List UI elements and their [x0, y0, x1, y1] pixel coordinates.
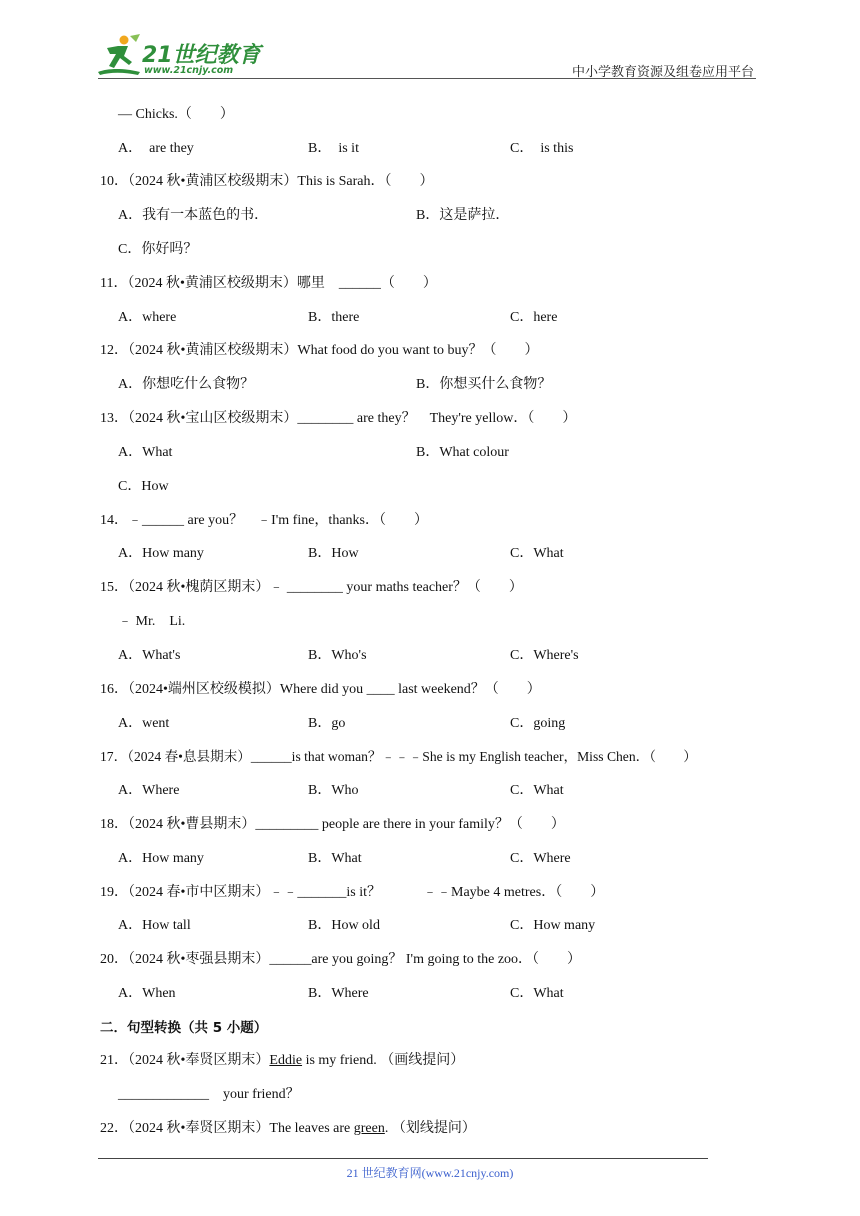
question-20-options — [118, 984, 818, 1004]
option-a[interactable]: A．where — [118, 310, 177, 325]
question-11-options — [118, 308, 818, 328]
option-a[interactable]: A．What — [118, 445, 173, 460]
question-12-stem: 12．（2024 秋•黄浦区校级期末）What food do you want to buy？（ ） — [100, 343, 539, 358]
option-c[interactable]: C．What — [510, 986, 564, 1001]
question-20-stem: 20．（2024 秋•枣强县期末）______are you going？ I'm going to the zoo．（ ） — [100, 952, 582, 967]
option-a[interactable]: A． are they — [118, 141, 194, 156]
question-19-stem: 19．（2024 春•市中区期末）﹣﹣_______is it？ ﹣﹣Maybe 4 metres．（ ） — [100, 885, 605, 900]
page-header — [0, 0, 860, 82]
option-a[interactable]: A．Where — [118, 783, 180, 798]
platform-name: 中小学教育资源及组卷应用平台 — [571, 65, 754, 80]
question-10-options-row1 — [118, 206, 818, 226]
underlined-word: green — [353, 1121, 385, 1136]
question-11-stem: 11．（2024 秋•黄浦区校级期末）哪里 ______（ ） — [100, 276, 437, 291]
option-c[interactable]: C．Where — [510, 851, 571, 866]
option-a[interactable]: A．How many — [118, 546, 204, 561]
option-b[interactable]: B．你想买什么食物？ — [416, 377, 552, 392]
option-c[interactable]: C．How — [118, 479, 169, 494]
option-c[interactable]: C．here — [510, 310, 558, 325]
question-13-stem: 13．（2024 秋•宝山区校级期末）________ are they？ They're yellow．（ ） — [100, 411, 577, 426]
option-c[interactable]: C．What — [510, 546, 564, 561]
question-19-options — [118, 916, 818, 936]
option-b[interactable]: B．这是萨拉． — [416, 208, 510, 223]
question-18-options — [118, 849, 818, 869]
question-9-options — [118, 139, 818, 159]
question-13-option-c — [118, 477, 169, 497]
option-b[interactable]: B．Who's — [308, 648, 367, 663]
option-c[interactable]: C．Where's — [510, 648, 579, 663]
option-c[interactable]: C．How many — [510, 918, 596, 933]
option-a[interactable]: A．你想吃什么食物？ — [118, 377, 255, 392]
footer-divider — [98, 1158, 708, 1159]
question-16-stem: 16．（2024•端州区校级模拟）Where did you ____ last weekend？（ ） — [100, 682, 541, 697]
question-9-stem: — Chicks.（ ） — [118, 107, 234, 122]
option-c[interactable]: C．What — [510, 783, 564, 798]
logo-url: www.21cnjy.com — [144, 65, 234, 76]
option-a[interactable]: A．went — [118, 716, 170, 731]
option-a[interactable]: A．How many — [118, 851, 204, 866]
section-title: 二．句型转换（共 5 小题） — [100, 1020, 268, 1036]
underlined-word: Eddie — [269, 1053, 303, 1068]
question-21-stem — [100, 1051, 464, 1071]
option-b[interactable]: B．Who — [308, 783, 359, 798]
question-22-suffix: . （划线提问） — [384, 1121, 476, 1136]
question-22-prefix: 22．（2024 秋•奉贤区期末）The leaves are — [100, 1121, 354, 1136]
option-a[interactable]: A．What's — [118, 648, 181, 663]
option-a[interactable]: A．How tall — [118, 918, 191, 933]
question-15-stem-answer: ﹣ Mr. Li. — [118, 614, 186, 629]
logo — [94, 32, 264, 80]
question-10-option-c — [118, 240, 197, 260]
question-18-stem: 18．（2024 秋•曹县期末）_________ people are there in your family？（ ） — [100, 817, 565, 832]
option-b[interactable]: B．go — [308, 716, 346, 731]
question-17-stem: 17．（2024 春•息县期末）______is that woman？﹣﹣﹣She is my English teacher，Miss Chen．（ ） — [100, 749, 697, 764]
option-c[interactable]: C． is this — [510, 141, 574, 156]
question-13-options-row1 — [118, 443, 818, 463]
question-12-options — [118, 375, 818, 395]
question-15-options — [118, 646, 818, 666]
question-14-options — [118, 544, 818, 564]
option-b[interactable]: B．How old — [308, 918, 380, 933]
question-21-prefix: 21．（2024 秋•奉贤区期末） — [100, 1053, 270, 1068]
option-c[interactable]: C．going — [510, 716, 566, 731]
question-17-options — [118, 781, 818, 801]
option-b[interactable]: B．What colour — [416, 445, 509, 460]
option-b[interactable]: B．What — [308, 851, 362, 866]
option-a[interactable]: A．我有一本蓝色的书． — [118, 208, 269, 223]
option-a[interactable]: A．When — [118, 986, 176, 1001]
option-b[interactable]: B．Where — [308, 986, 369, 1001]
question-16-options — [118, 714, 818, 734]
question-22-stem — [100, 1119, 476, 1139]
logo-text: 21世纪教育 — [142, 43, 261, 68]
option-b[interactable]: B．How — [308, 546, 359, 561]
option-b[interactable]: B． is it — [308, 141, 359, 156]
question-15-stem: 15．（2024 秋•槐荫区期末）﹣ ________ your maths teacher？（ ） — [100, 580, 523, 595]
option-b[interactable]: B．there — [308, 310, 360, 325]
option-c[interactable]: C．你好吗？ — [118, 242, 198, 257]
header-divider — [98, 78, 756, 79]
question-21-suffix: is my friend. （画线提问） — [302, 1053, 465, 1068]
runner-logo-icon — [94, 32, 144, 80]
question-10-stem: 10．（2024 秋•黄浦区校级期末）This is Sarah．（ ） — [100, 174, 434, 189]
question-21-answer-line[interactable]: _____________ your friend？ — [118, 1087, 300, 1102]
footer-link[interactable]: 21 世纪教育网(www.21cnjy.com) — [346, 1166, 514, 1180]
question-14-stem: 14．﹣______ are you？ ﹣I'm fine，thanks．（ ） — [100, 513, 428, 528]
